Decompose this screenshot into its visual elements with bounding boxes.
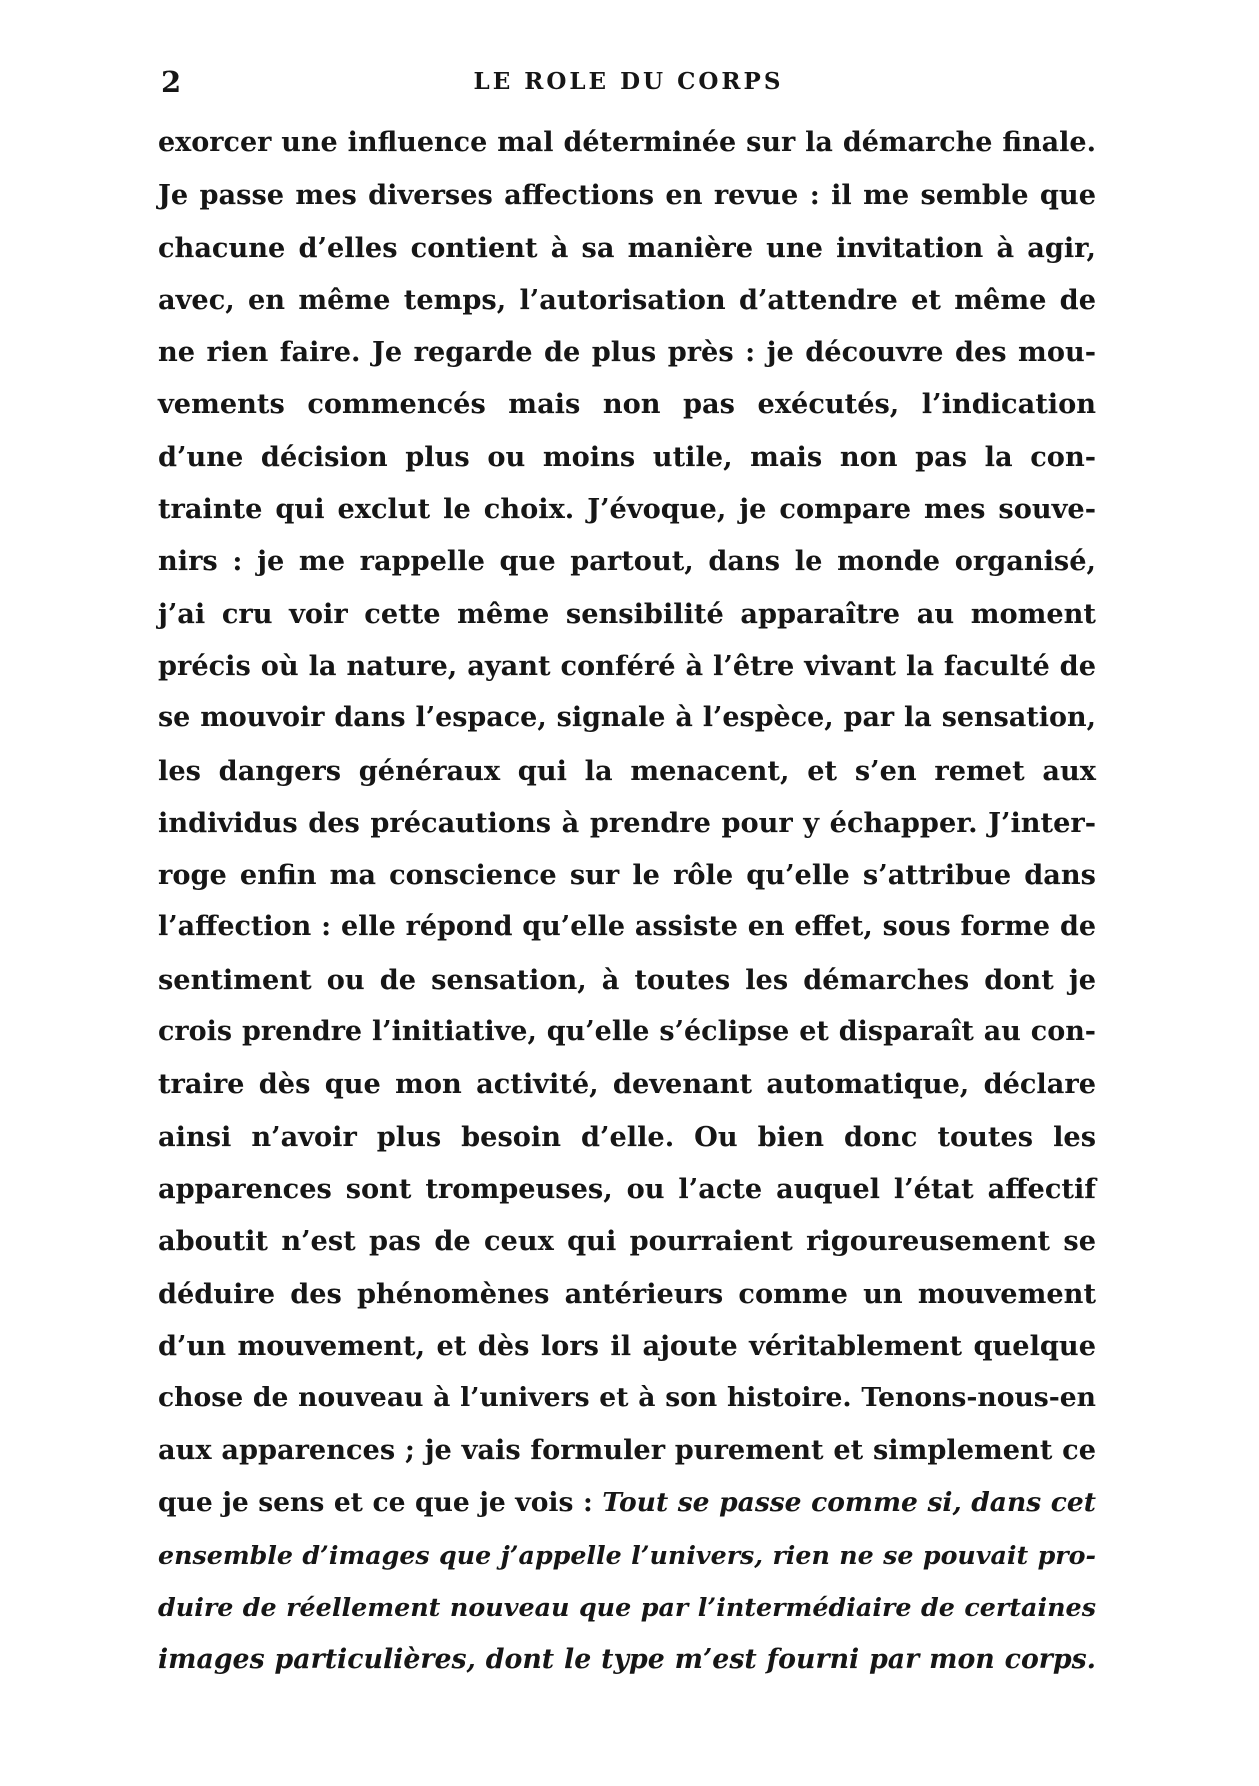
text-line: les dangers généraux qui la menacent, et s’en remet aux bbox=[158, 754, 1096, 787]
text-line: Je passe mes diverses affections en revue : il me semble que bbox=[158, 179, 1096, 212]
text-line: chose de nouveau à l’univers et à son histoire. Tenons-nous-en bbox=[158, 1382, 1096, 1414]
text-line: d’une décision plus ou moins utile, mais non pas la con- bbox=[158, 440, 1096, 473]
text-line: vements commencés mais non pas exécutés, l’indication bbox=[158, 388, 1096, 421]
text-line: individus des précautions à prendre pour y échapper. J’inter- bbox=[158, 806, 1096, 839]
italic-text-line: ensemble d’images que j’appelle l’univers, rien ne se pouvait pro- bbox=[158, 1540, 1096, 1571]
text-line: l’affection : elle répond qu’elle assiste en effet, sous forme de bbox=[158, 911, 1096, 943]
text-line: déduire des phénomènes antérieurs comme un mouvement bbox=[158, 1277, 1096, 1310]
text-line: aux apparences ; je vais formuler purement et simplement ce bbox=[158, 1434, 1096, 1467]
text-line: ainsi n’avoir plus besoin d’elle. Ou bien donc toutes les bbox=[158, 1120, 1096, 1153]
body-text bbox=[158, 117, 1096, 1686]
italic-text-line: duire de réellement nouveau que par l’intermédiaire de certaines bbox=[158, 1592, 1096, 1623]
text-line-mixed bbox=[158, 1477, 1096, 1529]
running-head bbox=[161, 62, 1096, 102]
text-line: exorcer une influence mal déterminée sur la démarche finale. bbox=[158, 127, 1096, 158]
text-line: apparences sont trompeuses, ou l’acte auquel l’état affectif bbox=[158, 1172, 1096, 1205]
text-line: sentiment ou de sensation, à toutes les démarches dont je bbox=[158, 963, 1096, 996]
text-line: roge enfin ma conscience sur le rôle qu’elle s’attribue dans bbox=[158, 859, 1096, 892]
text-line: précis où la nature, ayant conféré à l’être vivant la faculté de bbox=[158, 649, 1096, 682]
text-line: chacune d’elles contient à sa manière une invitation à agir, bbox=[158, 231, 1096, 264]
page-number: 2 bbox=[161, 65, 182, 99]
text-line: j’ai cru voir cette même sensibilité apparaître au moment bbox=[158, 597, 1096, 630]
text-roman-segment: que je sens et ce que je vois : bbox=[158, 1486, 603, 1518]
text-italic-segment: Tout se passe comme si, dans cet bbox=[602, 1486, 1096, 1518]
italic-text-line: images particulières, dont le type m’est fourni par mon corps. bbox=[158, 1643, 1096, 1675]
text-line: trainte qui exclut le choix. J’évoque, je compare mes souve- bbox=[158, 493, 1096, 526]
text-line: se mouvoir dans l’espace, signale à l’espèce, par la sensation, bbox=[158, 702, 1096, 734]
text-line: aboutit n’est pas de ceux qui pourraient rigoureusement se bbox=[158, 1225, 1096, 1258]
text-line: avec, en même temps, l’autorisation d’attendre et même de bbox=[158, 283, 1096, 316]
text-line: d’un mouvement, et dès lors il ajoute véritablement quelque bbox=[158, 1329, 1096, 1362]
text-line: ne rien faire. Je regarde de plus près : je découvre des mou- bbox=[158, 336, 1096, 369]
text-line: nirs : je me rappelle que partout, dans le monde organisé, bbox=[158, 545, 1096, 578]
text-line: traire dès que mon activité, devenant automatique, déclare bbox=[158, 1068, 1096, 1101]
text-line: crois prendre l’initiative, qu’elle s’éclipse et disparaît au con- bbox=[158, 1016, 1096, 1048]
running-title: LE ROLE DU CORPS bbox=[473, 68, 784, 95]
